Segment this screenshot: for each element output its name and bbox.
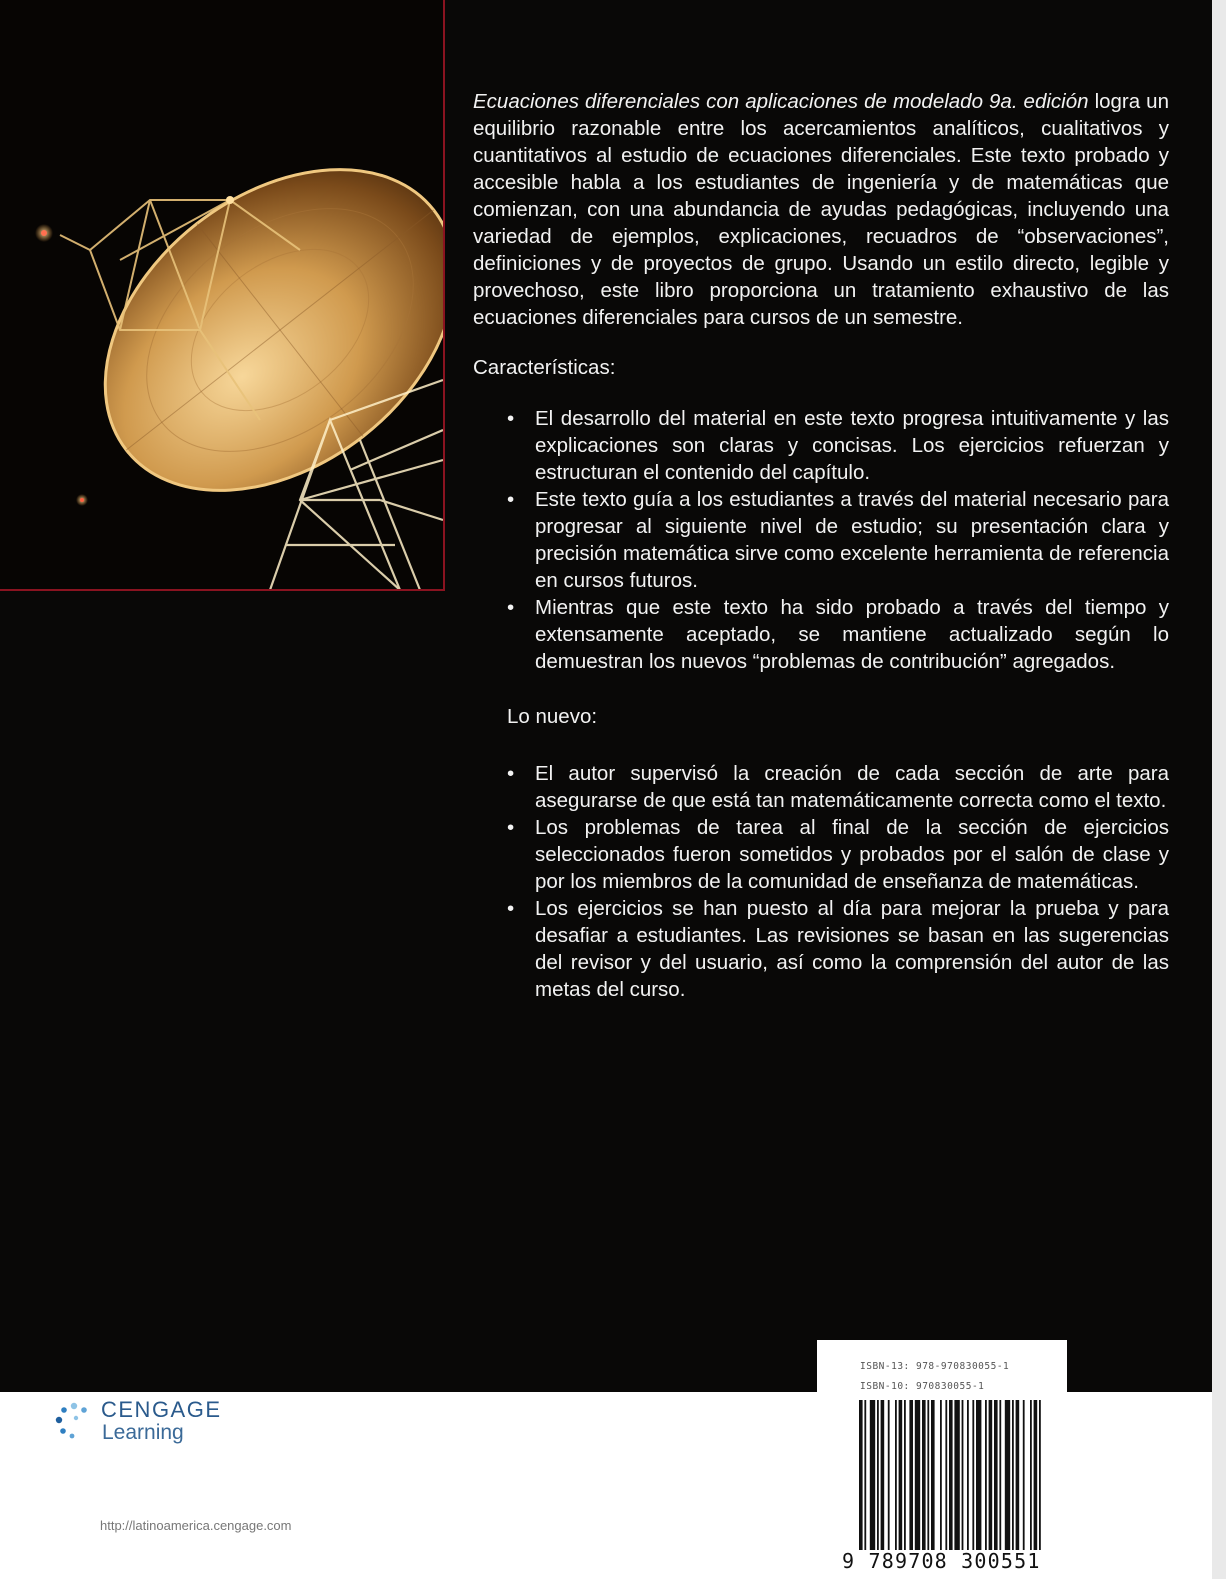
barcode-bar: [915, 1400, 920, 1550]
barcode-bar: [859, 1400, 863, 1550]
barcode-bar: [1034, 1400, 1038, 1550]
feature-item: • Este texto guía a los estudiantes a través del material necesario para progresar al siguiente nivel de estudio; su presentación clara y precisión matemática sirve como excelente herramienta de referencia en cursos futuros.: [473, 486, 1169, 594]
photo-frame-line: [0, 589, 445, 591]
cengage-dots-icon: [52, 1400, 96, 1444]
barcode-bar: [895, 1400, 897, 1550]
barcode-bar: [877, 1400, 879, 1550]
feature-item: • El desarrollo del material en este texto progresa intuitivamente y las explicaciones son claras y concisas. Los ejercicios refuerzan y estructuran el contenido del capítulo.: [473, 405, 1169, 486]
barcode-bar: [931, 1400, 935, 1550]
publisher-name: CENGAGE: [101, 1397, 222, 1422]
intro-text: logra un equilibrio razonable entre los acercamientos analíticos, cualitativos y cuantitativos al estudio de ecuaciones diferenciales. Este texto probado y accesible habla a los estudiantes de ingeniería y de matemáticas que comienzan, con una abundancia de ayudas pedagógicas, incluyendo una variedad de ejemplos, explicaciones, recuadros de “observaciones”, definiciones y de proyectos de grupo. Usando un estilo directo, legible y provechoso, este libro proporciona un tratamiento exhaustivo de las ecuaciones diferenciales para cursos de un semestre.: [473, 90, 1169, 329]
publisher-subname: Learning: [102, 1421, 184, 1444]
barcode-bars: [859, 1400, 1041, 1550]
barcode-bar: [1030, 1400, 1032, 1550]
barcode-bar: [864, 1400, 866, 1550]
barcode-bar: [1012, 1400, 1014, 1550]
barcode-bar: [888, 1400, 890, 1550]
barcode-bar: [999, 1400, 1001, 1550]
barcode-bar: [881, 1400, 885, 1550]
book-title: Ecuaciones diferenciales con aplicaciones de modelado 9a. edición: [473, 90, 1089, 113]
whats-new-item: • Los ejercicios se han puesto al día para mejorar la prueba y para desafiar a estudiantes. Las revisiones se basan en las sugerencias del revisor y del usuario, así como la comprensión del autor de las metas del curso.: [473, 895, 1169, 1003]
barcode-bar: [909, 1400, 913, 1550]
barcode-bar: [899, 1400, 903, 1550]
isbn13-label: ISBN-13: 978-970830055-1: [860, 1361, 1010, 1372]
barcode-bar: [1039, 1400, 1041, 1550]
barcode-panel: [817, 1340, 1067, 1573]
barcode-bar: [954, 1400, 959, 1550]
barcode-bar: [989, 1400, 993, 1550]
barcode-bar: [976, 1400, 981, 1550]
description-block: [473, 88, 1169, 1003]
barcode-bar: [927, 1400, 929, 1550]
barcode-bar: [972, 1400, 974, 1550]
barcode-bar: [949, 1400, 953, 1550]
features-heading: Características:: [473, 356, 616, 379]
barcode-bar: [962, 1400, 964, 1550]
publisher-url[interactable]: http://latinoamerica.cengage.com: [100, 1518, 292, 1533]
whats-new-heading: Lo nuevo:: [507, 705, 598, 728]
radio-telescope-photo: [0, 0, 443, 590]
feature-item: • Mientras que este texto ha sido probado a través del tiempo y extensamente aceptado, se mantiene actualizado según lo demuestran los nuevos “problemas de contribución” agregados.: [473, 594, 1169, 675]
intro-paragraph: [473, 88, 1169, 331]
barcode-bar: [1023, 1400, 1025, 1550]
photo-frame-line: [443, 0, 445, 590]
cengage-logo: [52, 1394, 252, 1450]
whats-new-item: • Los problemas de tarea al final de la sección de ejercicios seleccionados fueron sometidos y probados por el salón de clase y por los miembros de la comunidad de enseñanza de matemáticas.: [473, 814, 1169, 895]
cover-edge: [1212, 0, 1226, 1579]
barcode-bar: [922, 1400, 926, 1550]
whats-new-item: • El autor supervisó la creación de cada sección de arte para asegurarse de que está tan matemáticamente correcta como el texto.: [473, 760, 1169, 814]
barcode-bar: [1005, 1400, 1010, 1550]
isbn10-label: ISBN-10: 970830055-1: [860, 1381, 985, 1392]
barcode-bar: [945, 1400, 947, 1550]
barcode-bar: [994, 1400, 998, 1550]
barcode-bar: [870, 1400, 875, 1550]
barcode-digits: 9 789708 300551: [842, 1549, 1041, 1573]
radio-telescope-illustration: [0, 0, 443, 590]
features-list: [473, 405, 1169, 675]
barcode-bar: [1016, 1400, 1020, 1550]
barcode-bar: [904, 1400, 906, 1550]
barcode-bar: [985, 1400, 987, 1550]
barcode-bar: [967, 1400, 969, 1550]
whats-new-list: [473, 760, 1169, 1003]
barcode-bar: [940, 1400, 942, 1550]
